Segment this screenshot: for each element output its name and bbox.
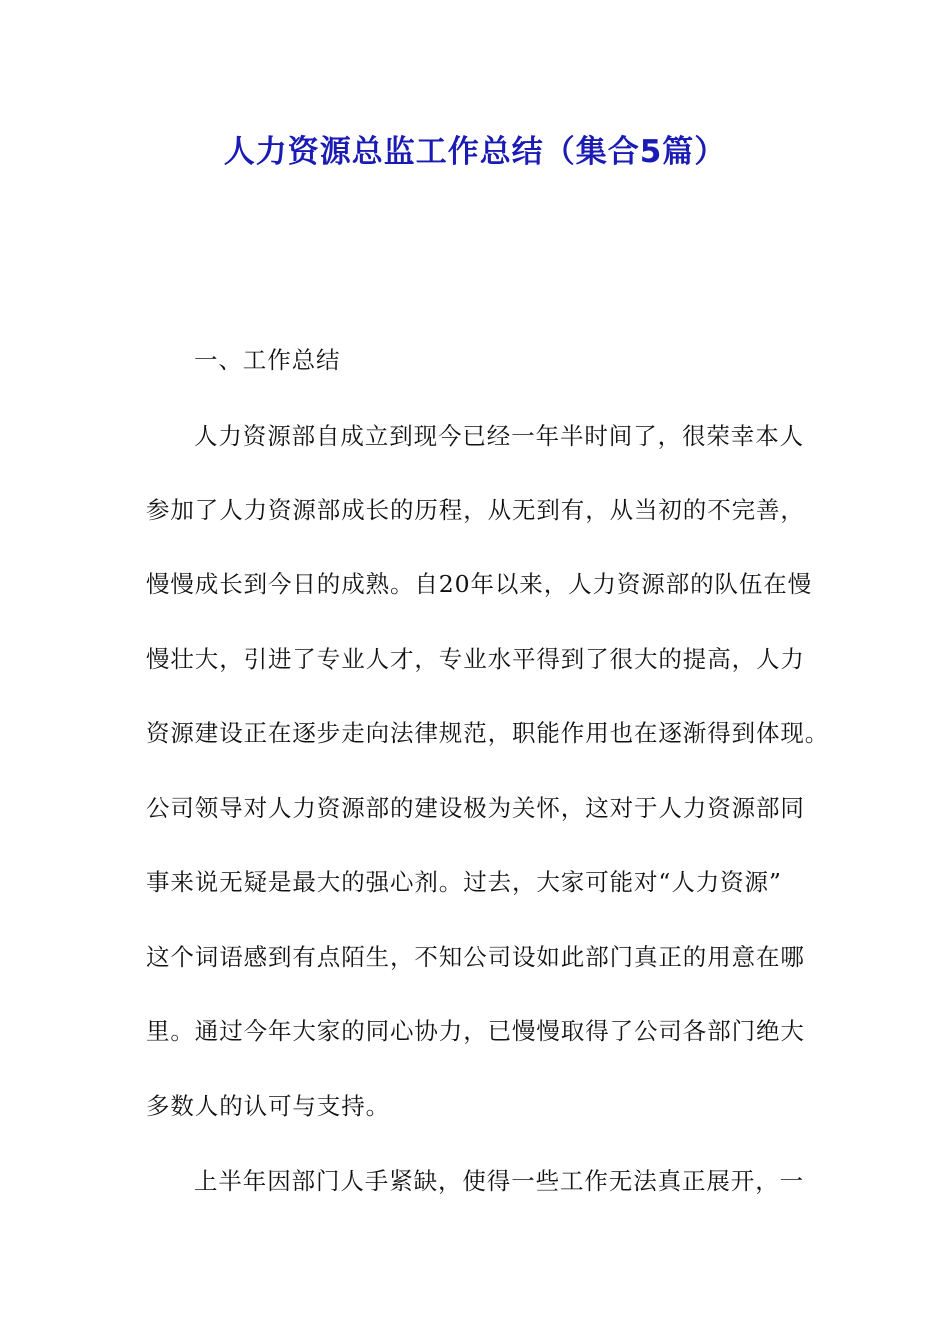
paragraph-line: 慢壮大，引进了专业人才，专业水平得到了很大的提高，人力 (146, 645, 805, 673)
paragraph-line: 事来说无疑是最大的强心剂。过去，大家可能对“人力资源” (146, 868, 782, 896)
paragraph-line: 慢慢成长到今日的成熟。自20年以来，人力资源部的队伍在慢 (146, 570, 813, 598)
paragraph-line: 参加了人力资源部成长的历程，从无到有，从当初的不完善， (146, 496, 805, 524)
paragraph-line: 公司领导对人力资源部的建设极为关怀，这对于人力资源部同 (146, 794, 805, 822)
section-heading: 一、工作总结 (194, 346, 341, 374)
paragraph-line: 资源建设正在逐步走向法律规范，职能作用也在逐渐得到体现。 (146, 719, 830, 747)
paragraph-line: 多数人的认可与支持。 (146, 1092, 390, 1120)
paragraph-line: 上半年因部门人手紧缺，使得一些工作无法真正展开，一 (194, 1167, 804, 1195)
document-title: 人力资源总监工作总结（集合5篇） (223, 134, 727, 170)
paragraph-line: 这个词语感到有点陌生，不知公司设如此部门真正的用意在哪 (146, 943, 805, 971)
paragraph-line: 里。通过今年大家的同心协力，已慢慢取得了公司各部门绝大 (146, 1017, 805, 1045)
paragraph-line: 人力资源部自成立到现今已经一年半时间了，很荣幸本人 (194, 422, 804, 450)
